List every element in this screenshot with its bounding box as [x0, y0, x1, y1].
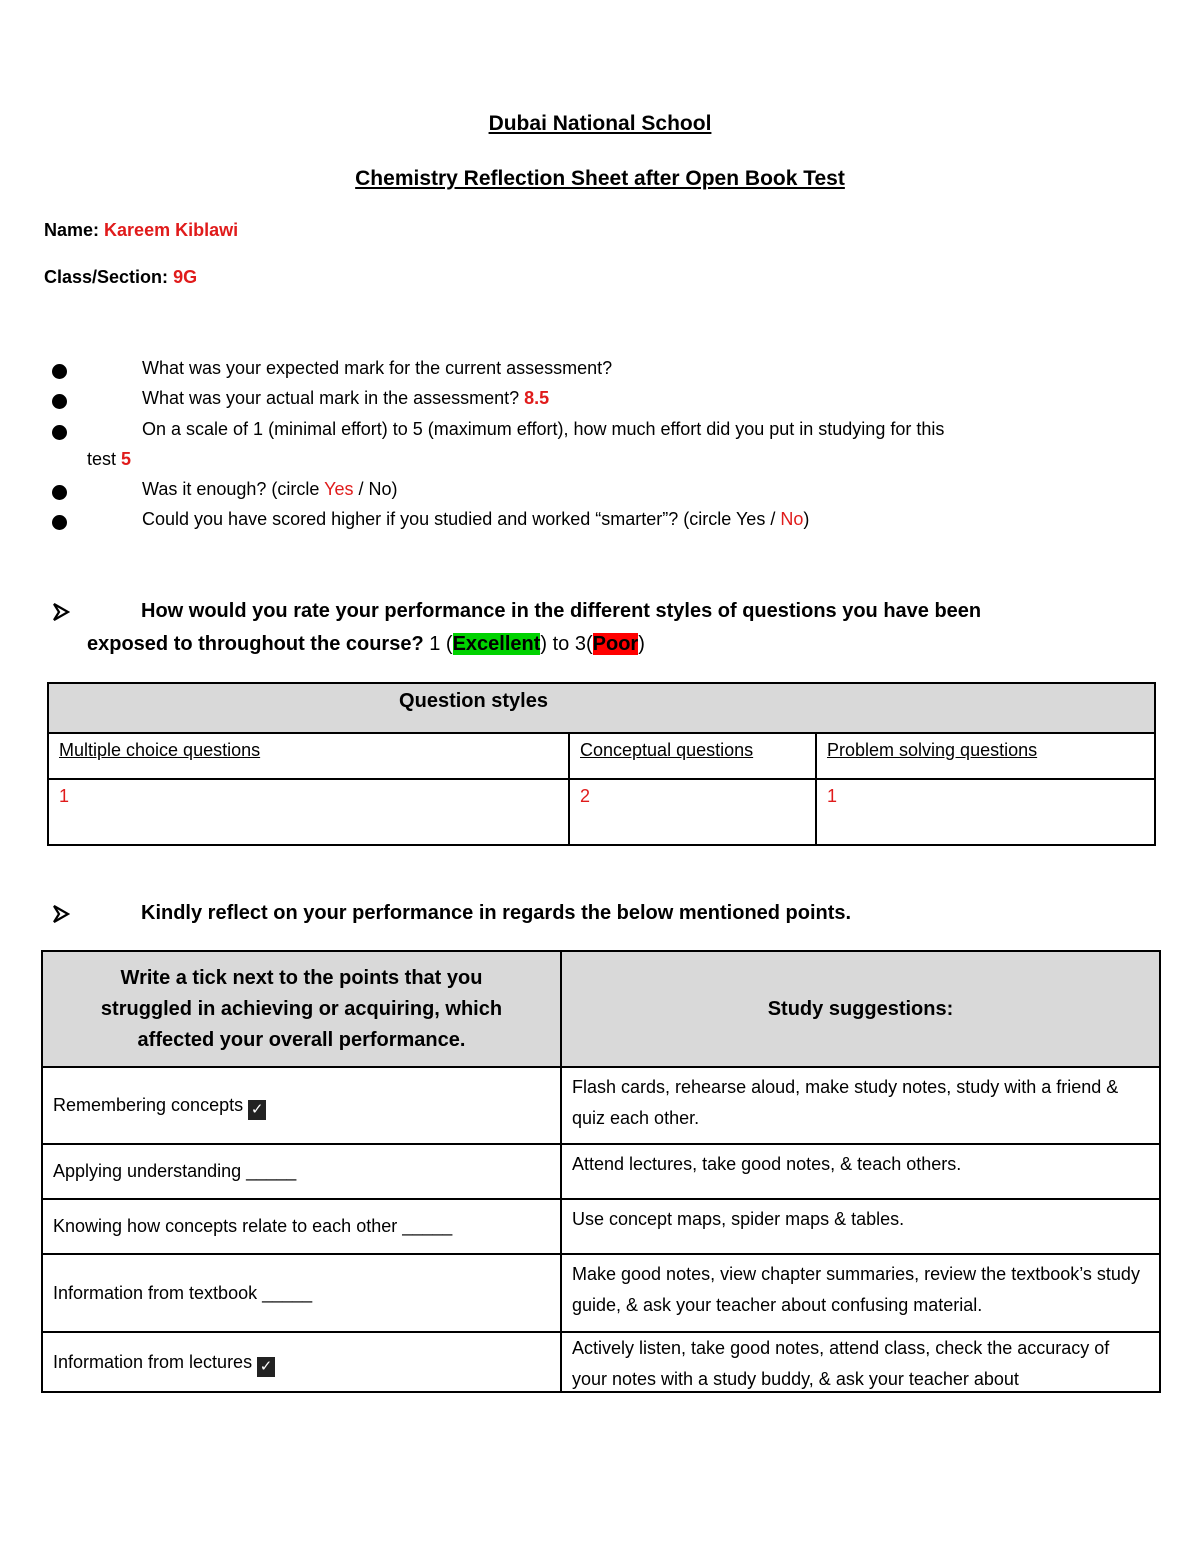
column-multiple-choice: Multiple choice questions	[48, 733, 569, 779]
suggestion-applying: Attend lectures, take good notes, & teach others.	[561, 1144, 1160, 1199]
reflection-row-relating: Knowing how concepts relate to each other _____	[42, 1199, 561, 1254]
reflection-table	[41, 950, 1161, 1393]
blank-line: _____	[246, 1161, 297, 1181]
column-conceptual: Conceptual questions	[569, 733, 816, 779]
reflection-row-lectures: Information from lectures ✓	[42, 1332, 561, 1392]
class-label: Class/Section:	[44, 267, 169, 287]
score-higher-answer-no: No	[780, 509, 804, 529]
question-styles-table	[47, 682, 1156, 846]
arrow-bullet-icon	[52, 905, 70, 923]
study-suggestions-header: Study suggestions:	[561, 951, 1160, 1067]
blank-line: _____	[402, 1216, 453, 1236]
rating-problem-solving: 1	[816, 779, 1155, 845]
enough-answer-yes: Yes	[324, 479, 354, 499]
tick-mark-icon: ✓	[248, 1100, 266, 1120]
sheet-title: Chemistry Reflection Sheet after Open Book Test	[355, 167, 845, 190]
effort-answer: 5	[121, 449, 132, 469]
excellent-highlight: Excellent	[452, 633, 541, 655]
bullet-icon	[52, 485, 67, 500]
poor-highlight: Poor	[592, 633, 639, 655]
suggestion-remembering: Flash cards, rehearse aloud, make study notes, study with a friend & quiz each other.	[561, 1067, 1160, 1144]
arrow-bullet-icon	[52, 603, 70, 621]
class-value: 9G	[173, 267, 198, 287]
blank-line: _____	[262, 1282, 313, 1303]
reflection-row-textbook: Information from textbook _____	[42, 1254, 561, 1332]
school-title: Dubai National School	[488, 112, 712, 135]
bullet-icon	[52, 394, 67, 409]
tick-mark-icon: ✓	[257, 1357, 275, 1377]
bullet-icon	[52, 364, 67, 379]
name-field	[44, 220, 238, 241]
reflection-row-remembering: Remembering concepts ✓	[42, 1067, 561, 1144]
document-page: Dubai National School Chemistry Reflection Sheet after Open Book Test Name: Kareem Kiblawi Class/Section: 9G What was your expected mark for the current assessment? What was your actual mark in the assessment? 8.5 On a scale of 1 (minimal effort) to 5 (maximum effort), how much effort did you put in studying for this test 5 Was it enough? (circle Yes / No) Could you have scored higher if you studied and worked “smarter”? (circle Yes / No) How would you rate your performance in the different styles of questions you have been exposed to throughout the course? 1 (Excellent) to 3(Poor) Question styles Multiple choice questions Conceptual questions Problem solving questions 1 2 1 Kindly reflect on your performance in regards the below mentioned points. Write a tick next to the points that you struggled in achieving or acquiring, which affected your overall performance. Study suggestions: Remembering concepts ✓ Flash cards, rehearse aloud, make study notes, study with a friend & quiz each other. Applying understanding _____ Attend lectures, take good notes, & teach others. Knowing how concepts relate to each other _____ Use concept maps, spider maps & tables. Information from textbook _____ Make good notes, view chapter summaries, review the textbook’s study guide, & ask your teacher about confusing material. Information from lectures ✓ Actively listen, take good notes, attend class, check the accuracy of your notes with a study buddy, & ask your teacher about	[0, 0, 1200, 1553]
suggestion-relating: Use concept maps, spider maps & tables.	[561, 1199, 1160, 1254]
column-problem-solving: Problem solving questions	[816, 733, 1155, 779]
suggestion-lectures: Actively listen, take good notes, attend class, check the accuracy of your notes with a study buddy, & ask your teacher about	[561, 1332, 1160, 1392]
actual-mark-answer: 8.5	[524, 388, 550, 408]
reflection-row-applying: Applying understanding _____	[42, 1144, 561, 1199]
bullet-icon	[52, 515, 67, 530]
rating-multiple-choice: 1	[48, 779, 569, 845]
rating-question-cont: exposed to throughout the course? 1 (Excellent) to 3(Poor)	[87, 633, 645, 655]
question-styles-header: Question styles	[48, 683, 1155, 733]
class-field	[44, 267, 197, 288]
rating-conceptual: 2	[569, 779, 816, 845]
bullet-icon	[52, 425, 67, 440]
suggestion-textbook: Make good notes, view chapter summaries, review the textbook’s study guide, & ask your teacher about confusing material.	[561, 1254, 1160, 1332]
name-label: Name:	[44, 220, 100, 240]
name-value: Kareem Kiblawi	[104, 220, 239, 240]
struggle-points-header: Write a tick next to the points that you struggled in achieving or acquiring, which affected your overall performance.	[42, 951, 561, 1067]
question-effort-scale-cont: test 5	[87, 449, 132, 469]
